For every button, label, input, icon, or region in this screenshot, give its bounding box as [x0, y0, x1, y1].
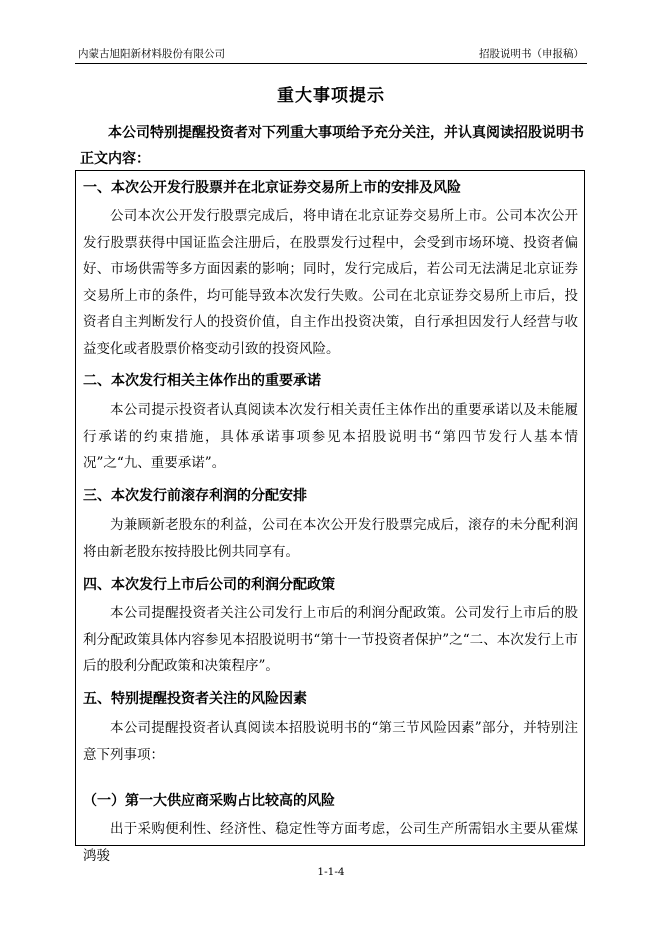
header-company: 内蒙古旭阳新材料股份有限公司 [78, 48, 225, 60]
section-1-paragraph: 公司本次公开发行股票完成后，将申请在北京证券交易所上市。公司本次公开发行股票获得中国证监会注册后，在股票发行过程中，会受到市场环境、投资者偏好、市场供需等多方面因素的影响；同时，发行完成后，若公司无法满足北京证券交易所上市的条件，均可能导致本次发行失败。公司在北京证券交易所上市后，投资者自主判断发行人的投资价值，自主作出投资决策，自行承担因发行人经营与收益变化或者股票价格变动引致的投资风险。 [83, 208, 578, 357]
header-doc-type: 招股说明书（申报稿） [479, 48, 584, 60]
notice-box [75, 170, 585, 864]
header-rule [75, 63, 587, 64]
section-3-paragraph: 为兼顾新老股东的利益，公司在本次公开发行股票完成后，滚存的未分配利润将由新老股东按持股比例共同享有。 [83, 517, 578, 560]
page-title: 重大事项提示 [277, 86, 385, 106]
section-2-paragraph: 本公司提示投资者认真阅读本次发行相关责任主体作出的重要承诺以及未能履行承诺的约束措施，具体承诺事项参见本招股说明书“第四节发行人基本情况”之“九、重要承诺”。 [83, 402, 578, 472]
section-1-title: 一、本次公开发行股票并在北京证券交易所上市的安排及风险 [83, 180, 461, 196]
intro-paragraph: 本公司特别提醒投资者对下列重大事项给予充分关注，并认真阅读招股说明书正文内容： [80, 125, 584, 167]
section-5-paragraph: 本公司提醒投资者认真阅读本招股说明书的“第三节风险因素”部分，并特别注意下列事项： [83, 720, 578, 763]
section-3-title: 三、本次发行前滚存利润的分配安排 [83, 488, 307, 504]
section-4-paragraph: 本公司提醒投资者关注公司发行上市后的利润分配政策。公司发行上市后的股利分配政策具体内容参见本招股说明书“第十一节投资者保护”之“二、本次发行上市后的股利分配政策和决策程序”。 [83, 605, 578, 675]
section-5-title: 五、特别提醒投资者关注的风险因素 [83, 691, 307, 707]
page-header [75, 44, 587, 62]
page-number: 1-1-4 [317, 866, 345, 878]
section-2-title: 二、本次发行相关主体作出的重要承诺 [83, 373, 321, 389]
subsection-1-title: （一）第一大供应商采购占比较高的风险 [83, 793, 335, 809]
subsection-1-paragraph: 出于采购便利性、经济性、稳定性等方面考虑，公司生产所需铝水主要从霍煤鸿骏 [83, 821, 578, 864]
section-4-title: 四、本次发行上市后公司的利润分配政策 [83, 577, 335, 593]
